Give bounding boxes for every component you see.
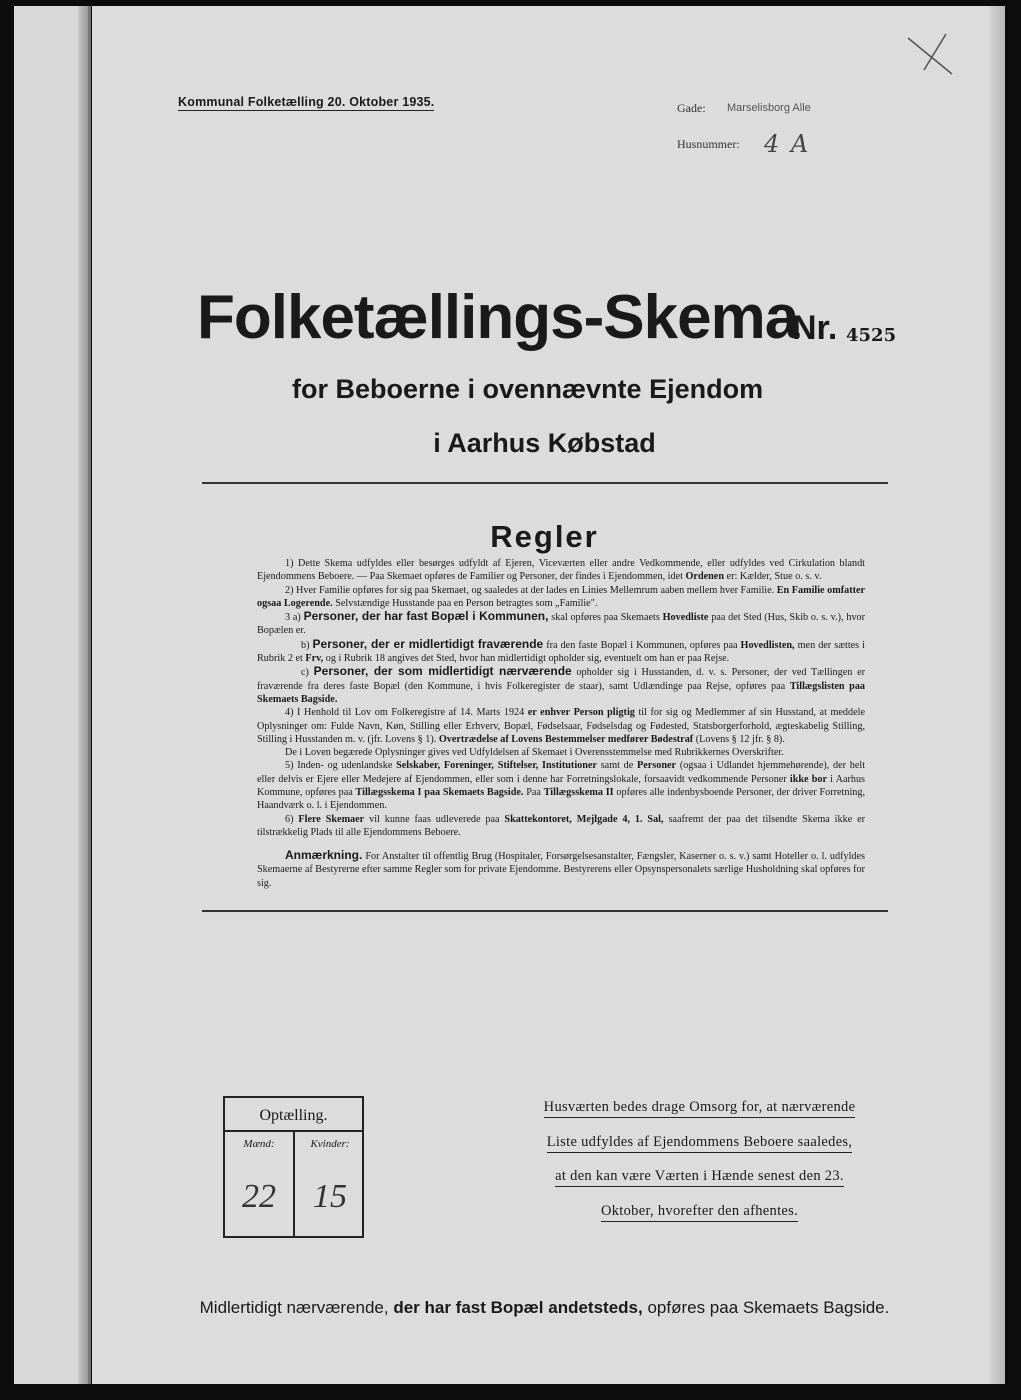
- footer-note: Midlertidigt nærværende, der har fast Bopæl andetsteds, opføres paa Skemaets Bagside.: [199, 1298, 890, 1317]
- street-value: Marselisborg Alle: [727, 102, 811, 114]
- form-number-label: Nr.: [792, 309, 838, 347]
- sheet-edge-shadow: [989, 6, 1005, 1384]
- divider-top: [202, 482, 888, 484]
- subtitle-line-1: for Beboerne i ovennævnte Ejendom: [292, 374, 764, 404]
- remark-text: For Anstalter til offentlig Brug (Hospitaler, Forsørgelsesanstalter, Fængsler, Kaserner o. s. v.) samt Hoteller o. l. udfyldes Skemaerne af Bestyrerne efter samme Regler som for private Ejendomme. Bestyrerens eller Opsynspersonalets særlige Husholdning skal opføres for sig.: [257, 851, 865, 889]
- notice-line-1: Husværten bedes drage Omsorg for, at nærværende: [512, 1099, 887, 1116]
- pencil-cross-mark: [902, 30, 962, 80]
- women-label: Kvinder:: [310, 1138, 350, 1150]
- house-number-label: Husnummer:: [677, 137, 740, 151]
- subtitle-line-2: i Aarhus Købstad: [433, 428, 656, 458]
- rule-6: 6) Flere Skemaer vil kunne faas udleverede paa Skattekontoret, Mejlgade 4, 1. Sal, saafremt der paa det tilsendte Skema ikke er tilstrækkelig Plads til alle Ejendommens Beboere.: [257, 813, 866, 838]
- rule-4: 4) I Henhold til Lov om Folkeregistre af 14. Marts 1924 er enhver Person pligtig til for sig og Medlemmer af sin Husstand, at meddele Oplysninger om: Fulde Navn, Køn, Stilling eller Erhverv, Bopæl, Fødselsaar, Fødselsdag og Fødested, Statsborgerforhold, ægteskabelig Stilling, Stilling i Husstanden m. v. (jfr. Lovens § 1). Overtrædelse af Lovens Bestemmelser medfører Bødestraf (Lovens § 12 jfr. § 8).: [257, 707, 865, 745]
- tally-box: [223, 1096, 364, 1238]
- rule-3b: b) Personer, der er midlertidigt fraværende fra den faste Bopæl i Kommunen, opføres paa Hovedlisten, men der sættes i Rubrik 2 et Frv, og i Rubrik 18 angives det Sted, hvor han midlertidigt opholder sig, eventuelt om han er paa Rejse.: [257, 636, 866, 665]
- rules-text: [257, 557, 865, 839]
- men-count: 22: [242, 1178, 276, 1215]
- remark-label: Anmærkning.: [285, 848, 363, 862]
- remark-paragraph: [257, 849, 865, 890]
- street-label: Gade:: [677, 101, 706, 115]
- rule-5: 5) Inden- og udenlandske Selskaber, Foreninger, Stiftelser, Institutioner samt de Personer (ogsaa i Udlandet hjemmehørende), der helt eller delvis er Ejere eller Medejere af Ejendommen, eller som i denne har Forretningslokale, forsaavidt vedkommende Personer ikke bor i Aarhus Kommune, opføres paa Tillægsskema I paa Skemaets Bagside. Paa Tillægsskema II opføres alle indenbysboende Personer, der driver Forretning, Haandværk o. l. i Ejendommen.: [257, 760, 866, 812]
- census-title: Kommunal Folketælling 20. Oktober 1935.: [178, 95, 435, 109]
- rule-2: 2) Hver Familie opføres for sig paa Skemaet, og saaledes at der lades en Linies Mellemrum aaben mellem hver Familie. En Familie omfatter ogsaa Logerende. Selvstændige Husstande paa en Person betragtes som „Familie".: [257, 584, 866, 609]
- rule-1: 1) Dette Skema udfyldes eller besørges udfyldt af Ejeren, Viceværten eller andre Vedkommende, eller udfyldes ved Cirkulation blandt Ejendommens Beboere. — Paa Skemaet opføres de Familier og Personer, der findes i Ejendommen, idet Ordenen er: Kælder, Stue o. s. v.: [257, 558, 865, 583]
- page-fold: [78, 6, 88, 1384]
- tally-title: Optælling.: [259, 1107, 328, 1124]
- census-form-sheet: [92, 6, 1005, 1384]
- notice-line-2: Liste udfyldes af Ejendommens Beboere saaledes,: [512, 1134, 887, 1151]
- rule-3c: c) Personer, der som midlertidigt nærværende opholder sig i Husstanden, d. v. s. Personer, der ved Tællingen er fraværende fra deres faste Bopæl (den Kommune, i hvis Folkeregister de staar), samt Udlændinge paa Rejse, opføres paa Tillægslisten paa Skemaets Bagside.: [257, 664, 866, 705]
- left-page-edge: [14, 6, 91, 1384]
- rule-3a: 3 a) Personer, der har fast Bopæl i Kommunen, skal opføres paa Skemaets Hovedliste paa det Sted (Hus, Skib o. s. v.), hvor Bopælen er.: [257, 609, 866, 637]
- form-main-title: Folketællings-Skema: [197, 283, 799, 352]
- notice-line-4: Oktober, hvorefter den afhentes.: [512, 1203, 887, 1220]
- rules-heading: Regler: [490, 519, 599, 554]
- house-number-value: 4 A: [764, 130, 811, 158]
- notice-line-3: at den kan være Værten i Hænde senest den 23.: [512, 1168, 887, 1185]
- rule-4b: De i Loven begærede Oplysninger gives ved Udfyldelsen af Skemaet i Overensstemmelse med Rubrikkernes Overskrifter.: [285, 747, 784, 759]
- form-number-value: 4525: [846, 325, 897, 346]
- women-count: 15: [313, 1178, 347, 1215]
- men-label: Mænd:: [243, 1138, 275, 1150]
- divider-bottom: [202, 910, 888, 912]
